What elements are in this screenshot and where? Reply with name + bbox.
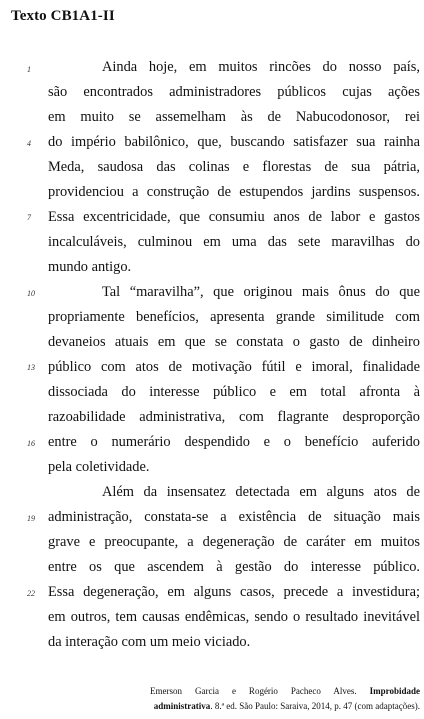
text-line: público com atos de motivação fútil e imoral, finalidade xyxy=(48,359,420,375)
text-line: da interação com um meio viciado. xyxy=(48,634,251,650)
line-number-22: 22 xyxy=(27,589,35,598)
text-line: em muito se assemelham às de Nabucodonosor, rei xyxy=(48,109,420,125)
text-line: administração, constata-se a existência de situação mais xyxy=(48,509,420,525)
text-line: Essa excentricidade, que consumiu anos de labor e gastos xyxy=(48,209,420,225)
citation-title-part1: Improbidade xyxy=(369,686,420,696)
text-line: são encontrados administradores públicos cujas ações xyxy=(48,84,420,100)
line-number-4: 4 xyxy=(27,139,31,148)
document-title: Texto CB1A1-II xyxy=(11,8,115,24)
citation-line-1 xyxy=(150,684,420,699)
text-line: incalculáveis, culminou em uma das sete maravilhas do xyxy=(48,234,420,250)
line-number-7: 7 xyxy=(27,213,31,222)
line-number-16: 16 xyxy=(27,439,35,448)
text-line: grave e preocupante, a degeneração de caráter em muitos xyxy=(48,534,420,550)
citation-details: . 8.ª ed. São Paulo: Saraiva, 2014, p. 47 (com adaptações). xyxy=(210,701,420,711)
text-line: Tal “maravilha”, que originou mais ônus do que xyxy=(102,284,420,300)
citation-title-part2: administrativa xyxy=(153,701,211,711)
text-line: entre os que ascendem à gestão do interesse público. xyxy=(48,559,420,575)
text-line: em outros, tem causas endêmicas, sendo o resultado inevitável xyxy=(48,609,420,625)
line-number-19: 19 xyxy=(27,514,35,523)
text-line: propriamente benefícios, apresenta grande similitude com xyxy=(48,309,420,325)
citation-authors: Emerson Garcia e Rogério Pacheco Alves. xyxy=(150,686,357,696)
text-line: Além da insensatez detectada em alguns atos de xyxy=(102,484,420,500)
text-line: providenciou a construção de estupendos jardins suspensos. xyxy=(48,184,420,200)
text-line: devaneios atuais em que se constata o gasto de dinheiro xyxy=(48,334,420,350)
text-line: mundo antigo. xyxy=(48,259,132,275)
line-number-13: 13 xyxy=(27,363,35,372)
text-line: razoabilidade administrativa, com flagrante desproporção xyxy=(48,409,420,425)
text-line: Essa degeneração, em alguns casos, precede a investidura; xyxy=(48,584,420,600)
text-line: do império babilônico, que, buscando satisfazer sua rainha xyxy=(48,134,420,150)
text-line: pela coletividade. xyxy=(48,459,150,475)
text-line: entre o numerário despendido e o benefício auferido xyxy=(48,434,420,450)
citation-line-2 xyxy=(150,699,420,714)
text-line: Ainda hoje, em muitos rincões do nosso país, xyxy=(102,59,420,75)
text-line: Meda, saudosa das colinas e florestas de sua pátria, xyxy=(48,159,420,175)
line-number-10: 10 xyxy=(27,289,35,298)
line-number-1: 1 xyxy=(27,65,31,74)
text-line: dissociada do interesse público e em total afronta à xyxy=(48,384,420,400)
